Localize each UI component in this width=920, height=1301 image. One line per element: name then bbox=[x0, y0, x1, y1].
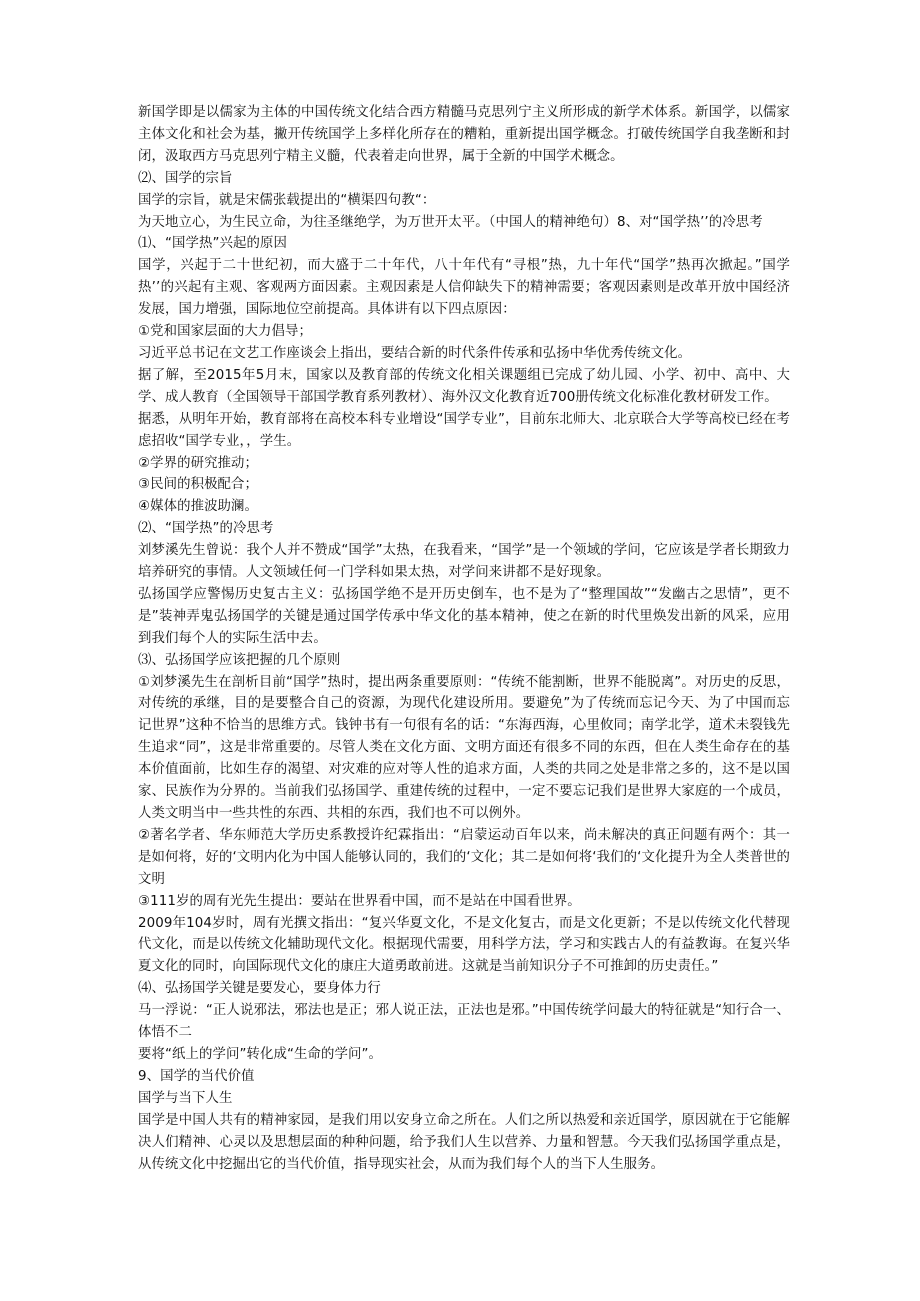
list-item-academia: ②学界的研究推动； bbox=[138, 455, 259, 471]
paragraph-spiritual-home: 国学是中国人共有的精神家园，是我们用以安身立命之所在。人们之所以热爱和亲近国学，原因就在于它能解决人们精神、心灵以及思想层面的种种问题，给予我们人生以营养、力量和智慧。今天我们弘扬国学重点是，从传统文化中挖掘出它的当代价值，指导现实社会，从而为我们每个人的当下人生服务。 bbox=[138, 1112, 790, 1172]
paragraph-four-sentences: 为天地立心，为生民立命，为往圣继绝学，为万世开太平。（中国人的精神绝句）8、对“国学热’’的冷思考 bbox=[138, 214, 763, 230]
paragraph-principle-three: ③111岁的周有光先生提出：要站在世界看中国，而不是站在中国看世界。 bbox=[138, 893, 581, 909]
paragraph-textbooks: 据了解，至2015年5月末，国家以及教育部的传统文化相关课题组已完成了幼儿园、小学、初中、高中、大学、成人教育（全国领导干部国学教育系列教材）、海外汉文化教育近700册传统文化标准化教材研发工作。 bbox=[138, 367, 790, 405]
paragraph-new-major: 据悉，从明年开始，教育部将在高校本科专业增设“国学专业”，目前东北师大、北京联合大学等高校已经在考虑招收“国学专业，，学生。 bbox=[138, 411, 790, 449]
paragraph-liu-mengxi: 刘梦溪先生曾说：我个人并不赞成“国学”太热，在我看来，“国学”是一个领域的学问，它应该是学者长期致力培养研究的事情。人文领域任何一门学科如果太热，对学问来讲都不是好现象。 bbox=[138, 543, 790, 581]
paragraph-beware-revival: 弘扬国学应警惕历史复古主义：弘扬国学绝不是开历史倒车，也不是为了“整理国故”“发幽古之思情”，更不是”装神弄鬼弘扬国学的关键是通过国学传承中华文化的基本精神，使之在新的时代里焕发出新的风采，应用到我们每个人的实际生活中去。 bbox=[138, 586, 790, 646]
heading-purpose: ⑵、国学的宗旨 bbox=[138, 170, 233, 186]
paragraph-principle-one: ①刘梦溪先生在剖析目前“国学”热时，提出两条重要原则：“传统不能割断，世界不能脱离”。对历史的反思，对传统的承继，目的是要整合自己的资源，为现代化建设所用。要避免”为了传统而忘记今天、为了中国而忘记世界”这种不恰当的思维方式。钱钟书有一句很有名的话：“东海西海，心里攸同；南学北学，道术未裂钱先生追求“同”，这是非常重要的。尽管人类在文化方面、文明方面还有很多不同的东西，但在人类生命存在的基本价值面前，比如生存的渴望、对灾难的应对等人性的追求方面，人类的共同之处是非常之多的，这不是以国家、民族作为分界的。当前我们弘扬国学、重建传统的过程中，一定不要忘记我们是世界大家庭的一个成员，人类文明当中一些共性的东西、共相的东西，我们也不可以例外。 bbox=[138, 674, 790, 821]
list-item-media: ④媒体的推波助澜。 bbox=[138, 499, 259, 515]
heading-guoxue-and-life: 国学与当下人生 bbox=[138, 1090, 233, 1106]
heading-rise-reasons: ⑴、“国学热”兴起的原因 bbox=[138, 236, 287, 252]
paragraph-principle-two: ②著名学者、华东师范大学历史系教授许纪霖指出：“启蒙运动百年以来，尚未解决的真正问题有两个：其一是如何将，好的‘文明内化为中国人能够认同的，我们的‘文化；其二是如何将‘我们的‘文化提升为全人类普世的文明 bbox=[138, 827, 790, 887]
paragraph-new-guoxue: 新国学即是以儒家为主体的中国传统文化结合西方精髓马克思列宁主义所形成的新学术体系。新国学，以儒家主体文化和社会为基，撇开传统国学上多样化所存在的糟粕，重新提出国学概念。打破传统国学自我垄断和封闭，汲取西方马克思列宁精主义髓，代表着走向世界，属于全新的中国学术概念。 bbox=[138, 105, 790, 164]
paragraph-purpose-intro: 国学的宗旨，就是宋儒张载提出的“横渠四句教“： bbox=[138, 192, 436, 208]
paragraph-zhou-youguang: 2009年104岁时，周有光撰文指出：“复兴华夏文化，不是文化复古，而是文化更新；不是以传统文化代替现代文化，而是以传统文化辅助现代文化。根据现代需要，用科学方法，学习和实践古人的有益教诲。在复兴华夏文化的同时，向国际现代文化的康庄大道勇敢前进。这就是当前知识分子不可推卸的历史责任。” bbox=[138, 915, 790, 975]
document-body bbox=[138, 102, 790, 1175]
heading-practice: ⑷、弘扬国学关键是要发心，要身体力行 bbox=[138, 981, 381, 997]
paragraph-rise-overview: 国学，兴起于二十世纪初，而大盛于二十年代，八十年代有“寻根”热，九十年代“国学”热再次掀起。”国学热’’的兴起有主观、客观两方面因素。主观因素是人信仰缺失下的精神需要；客观因素则是改革开放中国经济发展，国力增强，国际地位空前提高。具体讲有以下四点原因： bbox=[138, 258, 790, 318]
paragraph-xi-speech: 习近平总书记在文艺工作座谈会上指出，要结合新的时代条件传承和弘扬中华优秀传统文化。 bbox=[138, 345, 692, 361]
paragraph-ma-yifu: 马一浮说：“正人说邪法，邪法也是正；邪人说正法，正法也是邪。”中国传统学问最大的特征就是“知行合一、体悟不二 bbox=[138, 1003, 790, 1041]
heading-cool-thinking: ⑵、“国学热”的冷思考 bbox=[138, 521, 274, 537]
list-item-folk: ③民间的积极配合； bbox=[138, 477, 259, 493]
heading-principles: ⑶、弘扬国学应该把握的几个原则 bbox=[138, 652, 341, 668]
list-item-state-promotion: ①党和国家层面的大力倡导； bbox=[138, 324, 312, 340]
paragraph-living-learning: 要将“纸上的学问”转化成“生命的学问”。 bbox=[138, 1046, 382, 1062]
heading-contemporary-value: 9、国学的当代价值 bbox=[138, 1068, 255, 1084]
